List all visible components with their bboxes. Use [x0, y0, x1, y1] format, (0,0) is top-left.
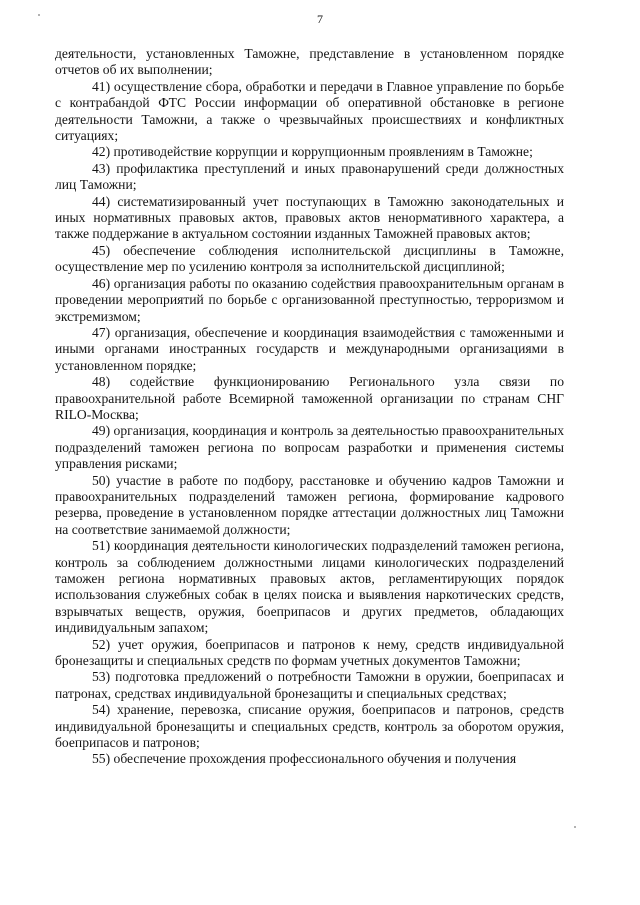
paragraph-item-54: 54) хранение, перевозка, списание оружия, боеприпасов и патронов, средств индивидуальной бронезащиты и специальных средств, контроль за оборотом оружия, боеприпасов и патронов;: [55, 702, 564, 751]
paragraph-item-48: 48) содействие функционированию Регионального узла связи по правоохранительной работе Всемирной таможенной организации по странам СНГ RILO-Москва;: [55, 374, 564, 422]
paragraph-item-43: 43) профилактика преступлений и иных правонарушений среди должностных лиц Таможни;: [55, 160, 564, 193]
page-number: 7: [317, 12, 323, 26]
paragraph-continuation: деятельности, установленных Таможне, представление в установленном порядке отчетов об их выполнении;: [55, 46, 564, 78]
paragraph-item-44: 44) систематизированный учет поступающих в Таможню законодательных и иных нормативных правовых актов, правовых актов ненормативного характера, а также поддержание в актуальном состоянии изданных Таможней правовых актов;: [55, 193, 564, 242]
scan-speck: [574, 826, 576, 828]
paragraph-item-51: 51) координация деятельности кинологических подразделений таможен региона, контроль за соблюдением должностными лицами кинологических подразделений таможен региона нормативных правовых актов, регламентирующих порядок использования служебных собак в целях поиска и выявления наркотических средств, взрывчатых веществ, оружия, боеприпасов и других предметов, обладающих индивидуальным запахом;: [55, 538, 564, 636]
paragraph-item-45: 45) обеспечение соблюдения исполнительской дисциплины в Таможне, осуществление мер по усилению контроля за исполнительской дисциплиной;: [55, 242, 564, 275]
document-body: [55, 46, 564, 768]
paragraph-item-55: 55) обеспечение прохождения профессионального обучения и получения: [92, 751, 517, 767]
paragraph-item-50: 50) участие в работе по подбору, расстановке и обучению кадров Таможни и правоохранительных подразделений таможен региона, формирование кадрового резерва, проведение в установленном порядке аттестации должностных лиц Таможни на соответствие занимаемой должности;: [55, 472, 564, 537]
paragraph-item-41: 41) осуществление сбора, обработки и передачи в Главное управление по борьбе с контрабандой ФТС России информации об оперативной обстановке в регионе деятельности Таможни, а также о чрезвычайных происшествиях и конфликтных ситуациях;: [55, 78, 564, 144]
paragraph-item-49: 49) организация, координация и контроль за деятельностью правоохранительных подразделений таможен региона по вопросам разработки и применения системы управления рисками;: [55, 423, 564, 472]
paragraph-item-53: 53) подготовка предложений о потребности Таможни в оружии, боеприпасах и патронах, средствах индивидуальной бронезащиты и специальных средствах;: [55, 669, 564, 701]
paragraph-item-52: 52) учет оружия, боеприпасов и патронов к нему, средств индивидуальной бронезащиты и специальных средств по формам учетных документов Таможни;: [55, 636, 564, 669]
paragraph-item-46: 46) организация работы по оказанию содействия правоохранительным органам в проведении мероприятий по борьбе с организованной преступностью, терроризмом и экстремизмом;: [55, 275, 564, 324]
paragraph-item-42: 42) противодействие коррупции и коррупционным проявлениям в Таможне;: [92, 144, 533, 160]
paragraph-item-47: 47) организация, обеспечение и координация взаимодействия с таможенными и иными органами иностранных государств и международными организациями в установленном порядке;: [55, 324, 564, 373]
